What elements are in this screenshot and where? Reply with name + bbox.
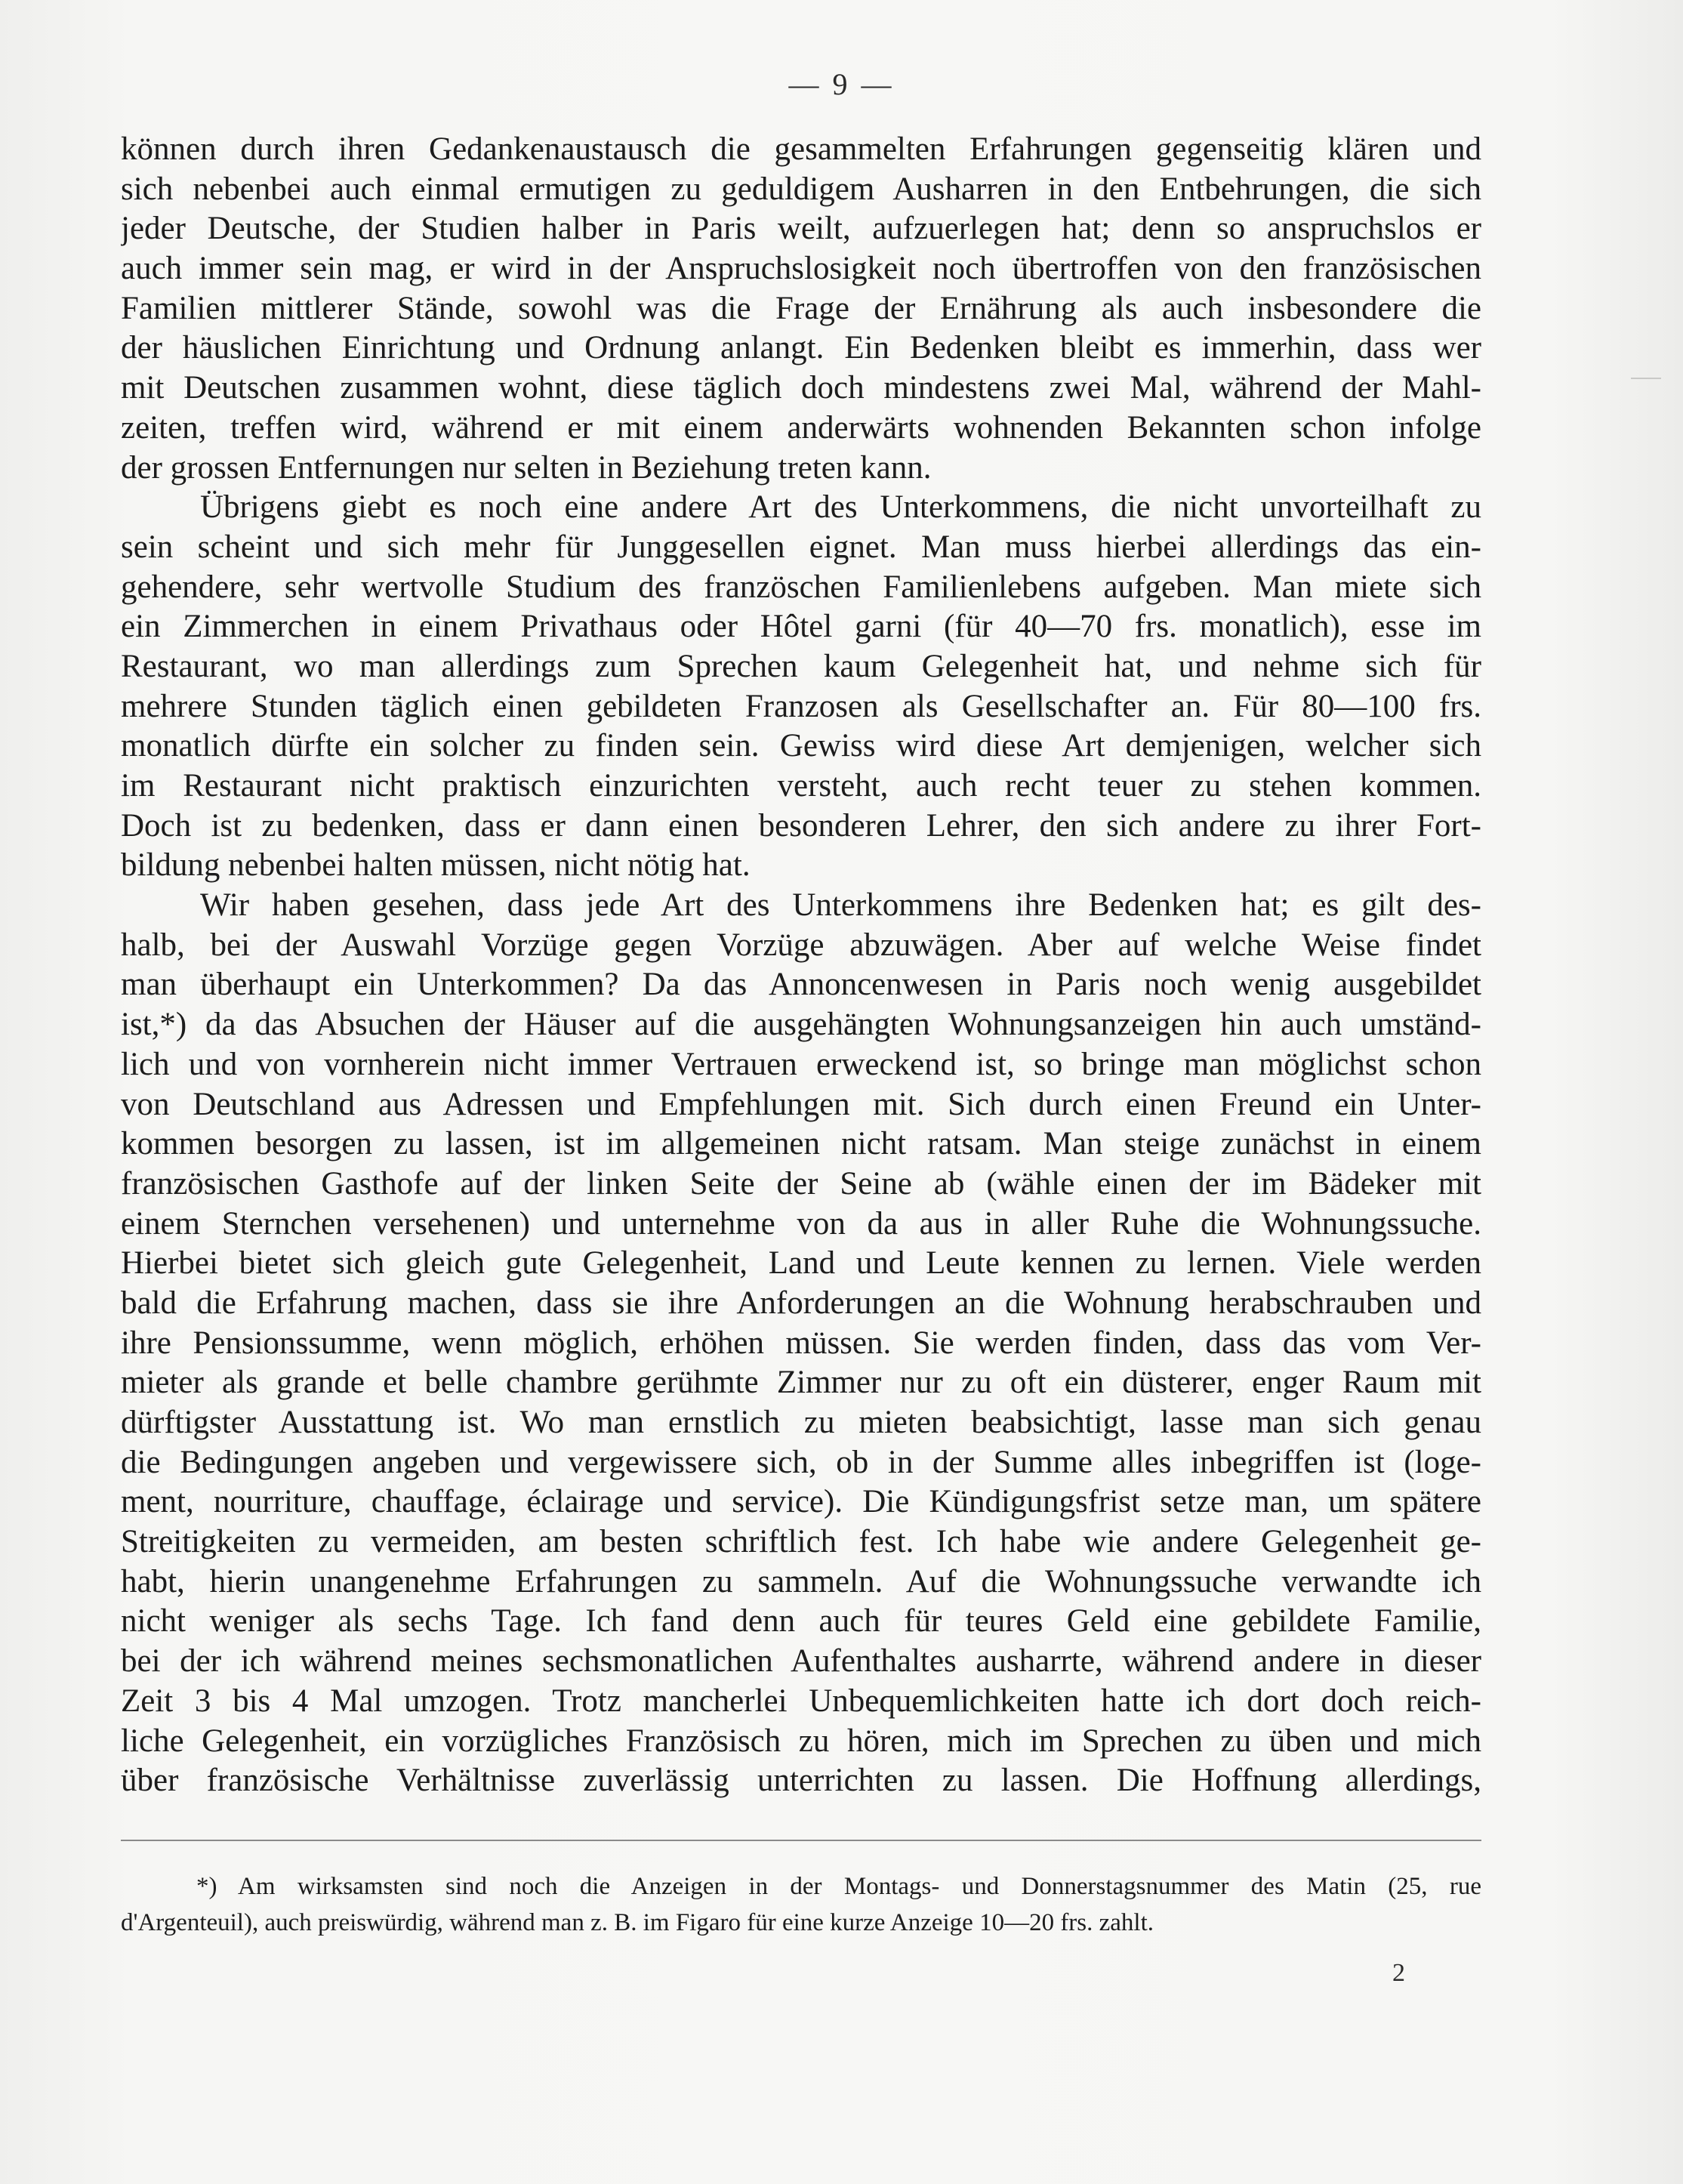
- text-line: bald die Erfahrung machen, dass sie ihre Anforderungen an die Wohnung herabschrauben und: [121, 1285, 1481, 1321]
- text-line: ein Zimmerchen in einem Privathaus oder Hôtel garni (für 40—70 frs. monatlich), esse im: [121, 609, 1481, 645]
- text-line: mieter als grande et belle chambre gerühmte Zimmer nur zu oft ein düsterer, enger Raum mit: [121, 1365, 1481, 1401]
- page-number: — 9 —: [788, 67, 895, 101]
- text-line: sich nebenbei auch einmal ermutigen zu geduldigem Ausharren in den Entbehrungen, die sich: [121, 171, 1481, 207]
- text-line: sein scheint und sich mehr für Junggesellen eignet. Man muss hierbei allerdings das ein-: [121, 529, 1481, 565]
- text-line: von Deutschland aus Adressen und Empfehlungen mit. Sich durch einen Freund ein Unter-: [121, 1086, 1481, 1122]
- text-line: die Bedingungen angeben und vergewissere sich, ob in der Summe alles inbegriffen ist (loge-: [121, 1444, 1481, 1480]
- text-line: bildung nebenbei halten müssen, nicht nötig hat.: [121, 847, 751, 884]
- text-line: Zeit 3 bis 4 Mal umzogen. Trotz mancherlei Unbequemlichkeiten hatte ich dort doch reich-: [121, 1683, 1481, 1719]
- text-line: kommen besorgen zu lassen, ist im allgemeinen nicht ratsam. Man steige zunächst in einem: [121, 1126, 1481, 1162]
- printer-signature-mark: 2: [1392, 1959, 1405, 1987]
- text-line: der häuslichen Einrichtung und Ordnung anlangt. Ein Bedenken bleibt es immerhin, dass wer: [121, 330, 1481, 366]
- text-line: im Restaurant nicht praktisch einzurichten versteht, auch recht teuer zu stehen kommen.: [121, 768, 1481, 804]
- text-line: bei der ich während meines sechsmonatlichen Aufenthaltes ausharrte, während andere in dieser: [121, 1643, 1481, 1680]
- text-line: monatlich dürfte ein solcher zu finden sein. Gewiss wird diese Art demjenigen, welcher sich: [121, 728, 1481, 764]
- text-line: liche Gelegenheit, ein vorzügliches Französisch zu hören, mich im Sprechen zu üben und mich: [121, 1723, 1481, 1759]
- text-line: Doch ist zu bedenken, dass er dann einen besonderen Lehrer, den sich andere zu ihrer Fort-: [121, 807, 1481, 844]
- text-line: Restaurant, wo man allerdings zum Sprechen kaum Gelegenheit hat, und nehme sich für: [121, 648, 1481, 684]
- body-text: [121, 130, 1481, 1801]
- text-line: dürftigster Ausstattung ist. Wo man ernstlich zu mieten beabsichtigt, lasse man sich genau: [121, 1405, 1481, 1440]
- text-line: mit Deutschen zusammen wohnt, diese täglich doch mindestens zwei Mal, während der Mahl-: [121, 370, 1481, 406]
- text-line: lich und von vornherein nicht immer Vertrauen erweckend ist, so bringe man möglichst schon: [121, 1046, 1481, 1082]
- text-line: mehrere Stunden täglich einen gebildeten Franzosen als Gesellschafter an. Für 80—100 frs.: [121, 688, 1481, 724]
- text-line: ihre Pensionssumme, wenn möglich, erhöhen müssen. Sie werden finden, dass das vom Ver-: [121, 1325, 1481, 1361]
- footnote-line: *) Am wirksamsten sind noch die Anzeigen in der Montags- und Donnerstagsnummer des Matin (25, rue: [196, 1873, 1481, 1900]
- footnote-line: d'Argenteuil), auch preiswürdig, während man z. B. im Figaro für eine kurze Anzeige 10—20 frs. zahlt.: [121, 1909, 1154, 1936]
- text-line: der grossen Entfernungen nur selten in Beziehung treten kann.: [121, 449, 932, 486]
- text-line: habt, hierin unangenehme Erfahrungen zu sammeln. Auf die Wohnungssuche verwandte ich: [121, 1563, 1481, 1599]
- text-line: jeder Deutsche, der Studien halber in Paris weilt, aufzuerlegen hat; denn so anspruchslos er: [121, 211, 1481, 247]
- footnote-divider: [121, 1840, 1481, 1841]
- text-line: einem Sternchen versehenen) und unternehme von da aus in aller Ruhe die Wohnungssuche.: [121, 1205, 1481, 1242]
- paragraph-start-line: Übrigens giebt es noch eine andere Art des Unterkommens, die nicht unvorteilhaft zu: [200, 489, 1481, 526]
- paragraph-start-line: Wir haben gesehen, dass jede Art des Unterkommens ihre Bedenken hat; es gilt des-: [200, 887, 1481, 924]
- text-line: zeiten, treffen wird, während er mit einem anderwärts wohnenden Bekannten schon infolge: [121, 409, 1481, 446]
- text-line: gehendere, sehr wertvolle Studium des französchen Familienlebens aufgeben. Man miete sich: [121, 569, 1481, 605]
- text-line: über französische Verhältnisse zuverlässig unterrichten zu lassen. Die Hoffnung allerdings,: [121, 1763, 1481, 1799]
- text-line: auch immer sein mag, er wird in der Anspruchslosigkeit noch übertroffen von den französischen: [121, 251, 1481, 287]
- scan-edge-mark: [1631, 378, 1661, 379]
- text-line: ist,*) da das Absuchen der Häuser auf die ausgehängten Wohnungsanzeigen hin auch umständ-: [121, 1007, 1481, 1043]
- text-line: Familien mittlerer Stände, sowohl was die Frage der Ernährung als auch insbesondere die: [121, 290, 1481, 326]
- text-line: Hierbei bietet sich gleich gute Gelegenheit, Land und Leute kennen zu lernen. Viele werden: [121, 1245, 1481, 1282]
- text-line: nicht weniger als sechs Tage. Ich fand denn auch für teures Geld eine gebildete Familie,: [121, 1603, 1481, 1640]
- text-line: können durch ihren Gedankenaustausch die gesammelten Erfahrungen gegenseitig klären und: [121, 131, 1481, 167]
- text-line: französischen Gasthofe auf der linken Seite der Seine ab (wähle einen der im Bädeker mit: [121, 1165, 1481, 1202]
- text-line: halb, bei der Auswahl Vorzüge gegen Vorzüge abzuwägen. Aber auf welche Weise findet: [121, 927, 1481, 963]
- footnote: [121, 1868, 1481, 1941]
- text-line: man überhaupt ein Unterkommen? Da das Annoncenwesen in Paris noch wenig ausgebildet: [121, 967, 1481, 1003]
- text-line: ment, nourriture, chauffage, éclairage und service). Die Kündigungsfrist setze man, um spätere: [121, 1484, 1481, 1520]
- text-line: Streitigkeiten zu vermeiden, am besten schriftlich fest. Ich habe wie andere Gelegenheit ge-: [121, 1524, 1481, 1560]
